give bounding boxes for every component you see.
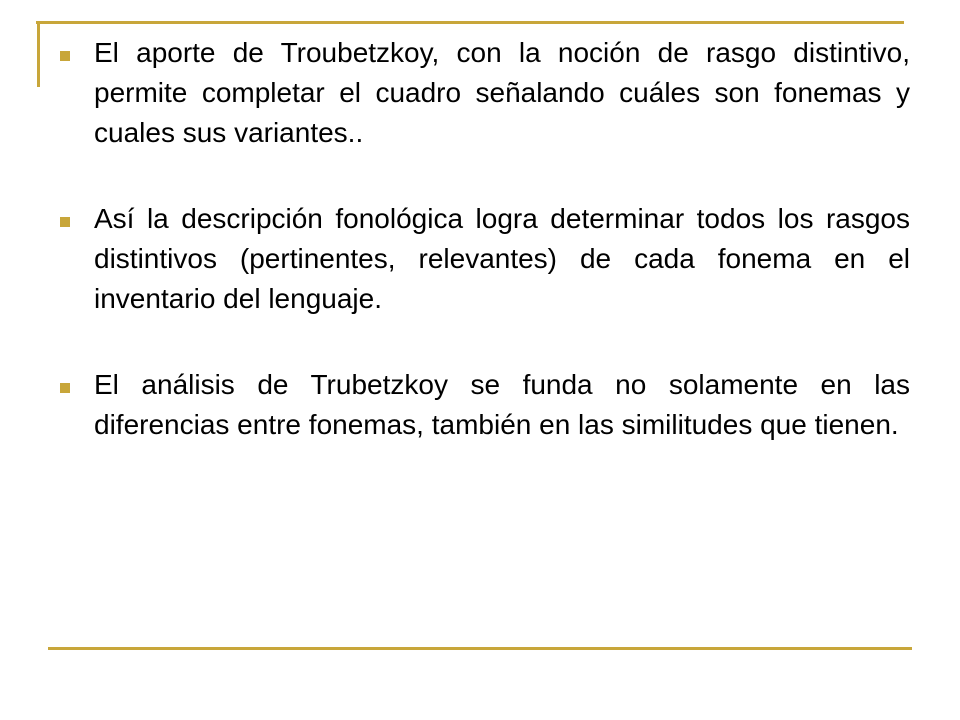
bullet-list (58, 33, 910, 491)
top-divider-line (36, 21, 904, 24)
square-bullet-icon (60, 51, 70, 61)
bullet-item (58, 33, 910, 153)
bullet-item (58, 365, 910, 445)
bullet-text: El análisis de Trubetzkoy se funda no solamente en las diferencias entre fonemas, también en las similitudes que tienen. (94, 369, 910, 440)
bottom-divider-line (48, 647, 912, 650)
left-accent-line (37, 21, 40, 87)
square-bullet-icon (60, 217, 70, 227)
bullet-text: Así la descripción fonológica logra determinar todos los rasgos distintivos (pertinentes, relevantes) de cada fonema en el inventario del lenguaje. (94, 203, 910, 314)
bullet-text: El aporte de Troubetzkoy, con la noción de rasgo distintivo, permite completar el cuadro señalando cuáles son fonemas y cuales sus variantes.. (94, 37, 910, 148)
square-bullet-icon (60, 383, 70, 393)
bullet-item (58, 199, 910, 319)
